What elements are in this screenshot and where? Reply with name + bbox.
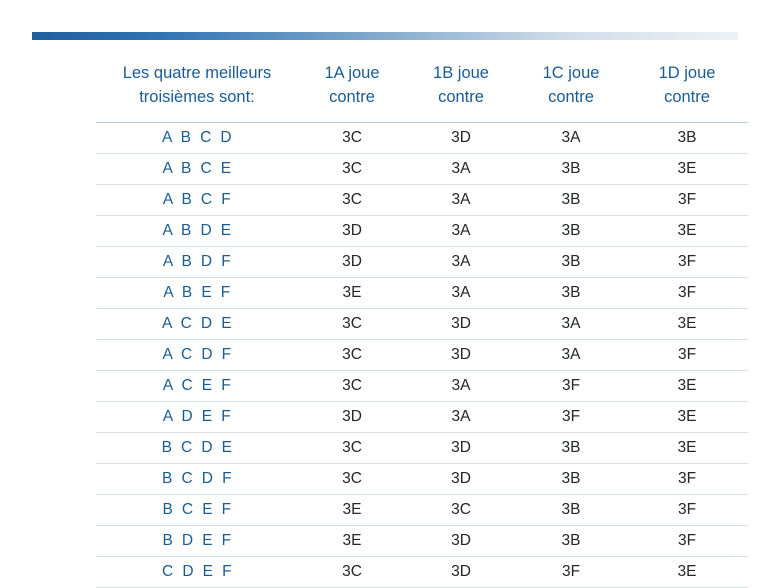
table-row (96, 463, 748, 494)
cell-combination: B C E F (96, 494, 298, 525)
cell-combination: A B C F (96, 184, 298, 215)
cell-1a-opponent: 3E (298, 277, 406, 308)
cell-1d-opponent: 3E (626, 153, 748, 184)
cell-1b-opponent: 3A (406, 277, 516, 308)
cell-1a-opponent: 3C (298, 556, 406, 587)
cell-1d-opponent: 3E (626, 215, 748, 246)
table-row (96, 246, 748, 277)
cell-1d-opponent: 3E (626, 556, 748, 587)
cell-1d-opponent: 3F (626, 277, 748, 308)
cell-combination: A B E F (96, 277, 298, 308)
cell-1b-opponent: 3C (406, 494, 516, 525)
cell-1c-opponent: 3F (516, 401, 626, 432)
table-header-row (96, 56, 748, 122)
cell-1c-opponent: 3A (516, 308, 626, 339)
cell-1c-opponent: 3B (516, 494, 626, 525)
cell-1c-opponent: 3B (516, 525, 626, 556)
column-header-line: Les quatre meilleurs (122, 64, 272, 82)
cell-combination: A D E F (96, 401, 298, 432)
cell-1c-opponent: 3B (516, 277, 626, 308)
cell-1d-opponent: 3E (626, 370, 748, 401)
cell-1d-opponent: 3E (626, 401, 748, 432)
cell-1c-opponent: 3A (516, 122, 626, 153)
table-row (96, 308, 748, 339)
cell-1b-opponent: 3D (406, 122, 516, 153)
column-header-line: contre (664, 87, 710, 106)
cell-combination: A B C D (96, 122, 298, 153)
cell-1d-opponent: 3F (626, 184, 748, 215)
cell-1a-opponent: 3C (298, 153, 406, 184)
cell-combination: A B D F (96, 246, 298, 277)
table-row (96, 525, 748, 556)
cell-1d-opponent: 3F (626, 525, 748, 556)
cell-1a-opponent: 3E (298, 494, 406, 525)
cell-1a-opponent: 3C (298, 463, 406, 494)
cell-1a-opponent: 3C (298, 122, 406, 153)
cell-1c-opponent: 3F (516, 556, 626, 587)
cell-1a-opponent: 3D (298, 401, 406, 432)
table-row (96, 184, 748, 215)
table-row (96, 339, 748, 370)
column-header-1a (298, 56, 406, 122)
column-header-line: 1B joue (433, 64, 489, 82)
fixtures-table (96, 56, 748, 588)
cell-combination: B D E F (96, 525, 298, 556)
cell-1a-opponent: 3C (298, 308, 406, 339)
column-header-1b (406, 56, 516, 122)
cell-1c-opponent: 3B (516, 153, 626, 184)
cell-1c-opponent: 3B (516, 463, 626, 494)
cell-1a-opponent: 3C (298, 184, 406, 215)
cell-1c-opponent: 3A (516, 339, 626, 370)
cell-1b-opponent: 3D (406, 308, 516, 339)
table-body (96, 122, 748, 587)
table-row (96, 153, 748, 184)
cell-combination: B C D E (96, 432, 298, 463)
cell-1d-opponent: 3B (626, 122, 748, 153)
cell-1d-opponent: 3F (626, 494, 748, 525)
cell-1a-opponent: 3C (298, 432, 406, 463)
table-row (96, 215, 748, 246)
table-row (96, 122, 748, 153)
column-header-line: 1A joue (324, 64, 380, 82)
cell-1c-opponent: 3B (516, 246, 626, 277)
table-row (96, 494, 748, 525)
cell-combination: A B D E (96, 215, 298, 246)
table-row (96, 370, 748, 401)
cell-combination: A B C E (96, 153, 298, 184)
cell-1b-opponent: 3D (406, 525, 516, 556)
cell-1a-opponent: 3E (298, 525, 406, 556)
cell-1b-opponent: 3D (406, 463, 516, 494)
cell-combination: C D E F (96, 556, 298, 587)
table-row (96, 432, 748, 463)
cell-1b-opponent: 3A (406, 153, 516, 184)
cell-1b-opponent: 3A (406, 246, 516, 277)
cell-1d-opponent: 3F (626, 463, 748, 494)
table-header (96, 56, 748, 122)
cell-1b-opponent: 3A (406, 215, 516, 246)
column-header-combinations (96, 56, 298, 122)
cell-1c-opponent: 3B (516, 432, 626, 463)
cell-1a-opponent: 3C (298, 370, 406, 401)
cell-1a-opponent: 3C (298, 339, 406, 370)
cell-combination: A C E F (96, 370, 298, 401)
cell-1a-opponent: 3D (298, 215, 406, 246)
column-header-line: contre (438, 87, 484, 106)
cell-1d-opponent: 3F (626, 246, 748, 277)
cell-1d-opponent: 3E (626, 308, 748, 339)
cell-combination: B C D F (96, 463, 298, 494)
table-row (96, 556, 748, 587)
column-header-1d (626, 56, 748, 122)
cell-1c-opponent: 3F (516, 370, 626, 401)
column-header-line: troisièmes sont: (139, 87, 255, 106)
cell-1d-opponent: 3F (626, 339, 748, 370)
cell-combination: A C D F (96, 339, 298, 370)
column-header-line: contre (548, 87, 594, 106)
cell-combination: A C D E (96, 308, 298, 339)
cell-1b-opponent: 3D (406, 339, 516, 370)
cell-1c-opponent: 3B (516, 184, 626, 215)
fixtures-table-container (96, 56, 770, 588)
column-header-1c (516, 56, 626, 122)
column-header-line: 1D joue (658, 64, 716, 82)
column-header-line: contre (329, 87, 375, 106)
cell-1b-opponent: 3A (406, 370, 516, 401)
cell-1d-opponent: 3E (626, 432, 748, 463)
cell-1b-opponent: 3A (406, 401, 516, 432)
cell-1b-opponent: 3D (406, 432, 516, 463)
column-header-line: 1C joue (542, 64, 600, 82)
cell-1b-opponent: 3D (406, 556, 516, 587)
decorative-gradient-bar (32, 32, 738, 40)
cell-1c-opponent: 3B (516, 215, 626, 246)
cell-1a-opponent: 3D (298, 246, 406, 277)
table-row (96, 401, 748, 432)
table-row (96, 277, 748, 308)
cell-1b-opponent: 3A (406, 184, 516, 215)
